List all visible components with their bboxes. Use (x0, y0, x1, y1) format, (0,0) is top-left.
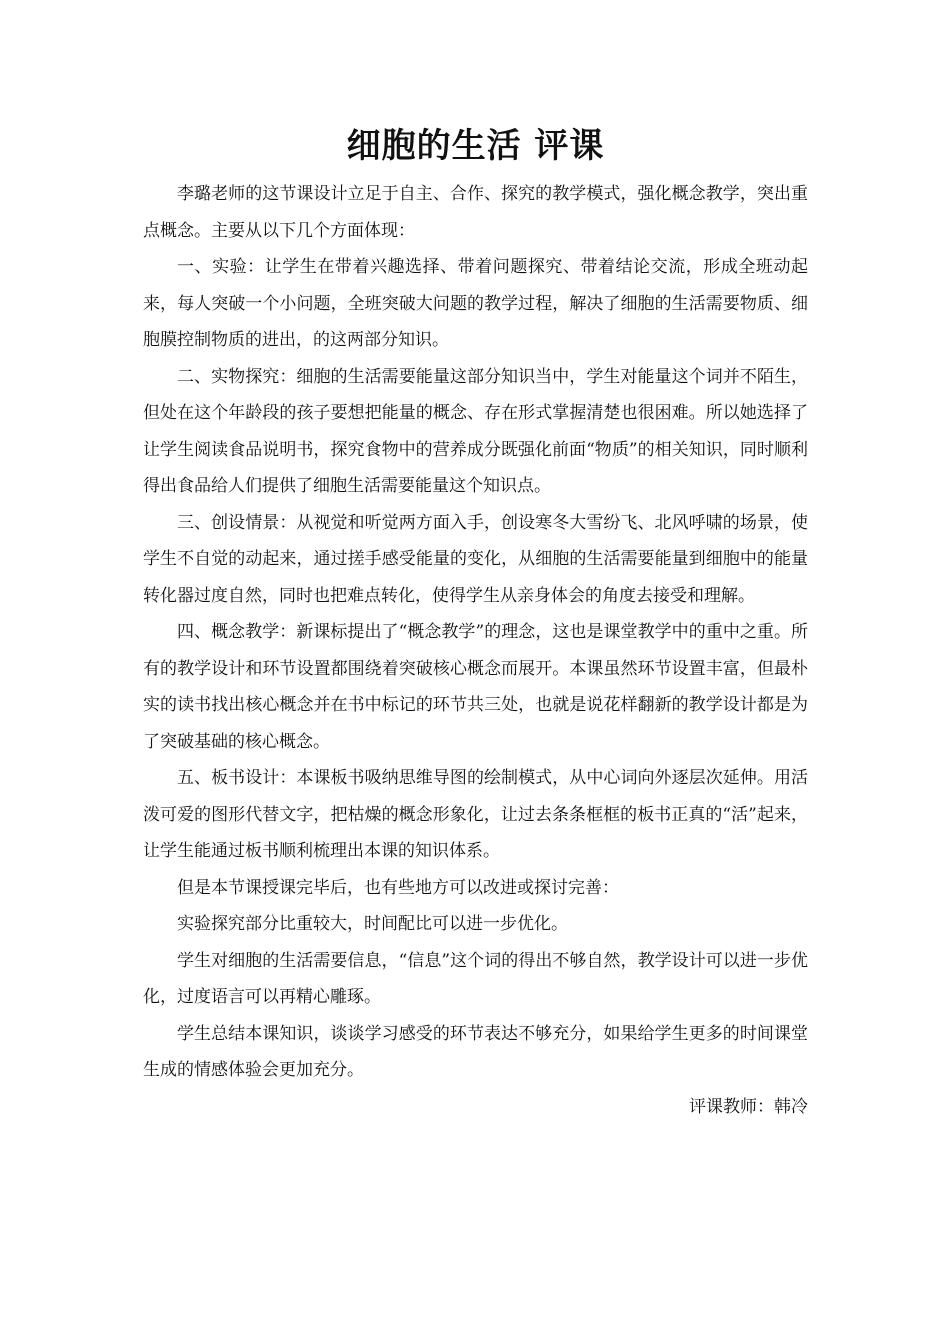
section-object-inquiry-paragraph: 二、实物探究：细胞的生活需要能量这部分知识当中，学生对能量这个词并不陌生，但处在这个年龄段的孩子要想把能量的概念、存在形式掌握清楚也很困难。所以她选择了让学生阅读食品说明书，探究食物中的营养成分既强化前面“物质”的相关知识，同时顺利得出食品给人们提供了细胞生活需要能量这个知识点。 (143, 366, 808, 496)
reviewer-signature: 评课教师：韩冷 (689, 1096, 808, 1117)
section-concept-teaching-paragraph: 四、概念教学：新课标提出了“概念教学”的理念，这也是课堂教学中的重中之重。所有的教学设计和环节设置都围绕着突破核心概念而展开。本课虽然环节设置丰富，但最朴实的读书找出核心概念并在书中标记的环节共三处，也就是说花样翻新的教学设计都是为了突破基础的核心概念。 (143, 622, 808, 752)
document-title: 细胞的生活 评课 (346, 126, 605, 166)
section-scenario-paragraph: 三、创设情景：从视觉和听觉两方面入手，创设寒冬大雪纷飞、北风呼啸的场景，使学生不自觉的动起来，通过搓手感受能量的变化，从细胞的生活需要能量到细胞中的能量转化器过度自然，同时也把难点转化，使得学生从亲身体会的角度去接受和理解。 (143, 512, 808, 606)
section-blackboard-design-paragraph: 五、板书设计：本课板书吸纳思维导图的绘制模式，从中心词向外逐层次延伸。用活泼可爱的图形代替文字，把枯燥的概念形象化，让过去条条框框的板书正真的“活”起来，让学生能通过板书顺利梳理出本课的知识体系。 (143, 768, 808, 861)
intro-paragraph: 李璐老师的这节课设计立足于自主、合作、探究的教学模式，强化概念教学，突出重点概念。主要从以下几个方面体现： (143, 184, 808, 241)
document-page (143, 122, 808, 1125)
improvement-item-1: 实验探究部分比重较大，时间配比可以进一步优化。 (177, 914, 568, 934)
improvement-item-2: 学生对细胞的生活需要信息，“信息”这个词的得出不够自然，教学设计可以进一步优化，过度语言可以再精心雕琢。 (143, 950, 808, 1007)
section-experiment-paragraph: 一、实验：让学生在带着兴趣选择、带着问题探究、带着结论交流，形成全班动起来，每人突破一个小问题，全班突破大问题的教学过程，解决了细胞的生活需要物质、细胞膜控制物质的进出，的这两部分知识。 (143, 257, 808, 350)
improvement-item-3: 学生总结本课知识，谈谈学习感受的环节表达不够充分，如果给学生更多的时间课堂生成的情感体验会更加充分。 (143, 1023, 808, 1080)
improvement-intro-paragraph: 但是本节课授课完毕后，也有些地方可以改进或探讨完善： (177, 877, 619, 898)
